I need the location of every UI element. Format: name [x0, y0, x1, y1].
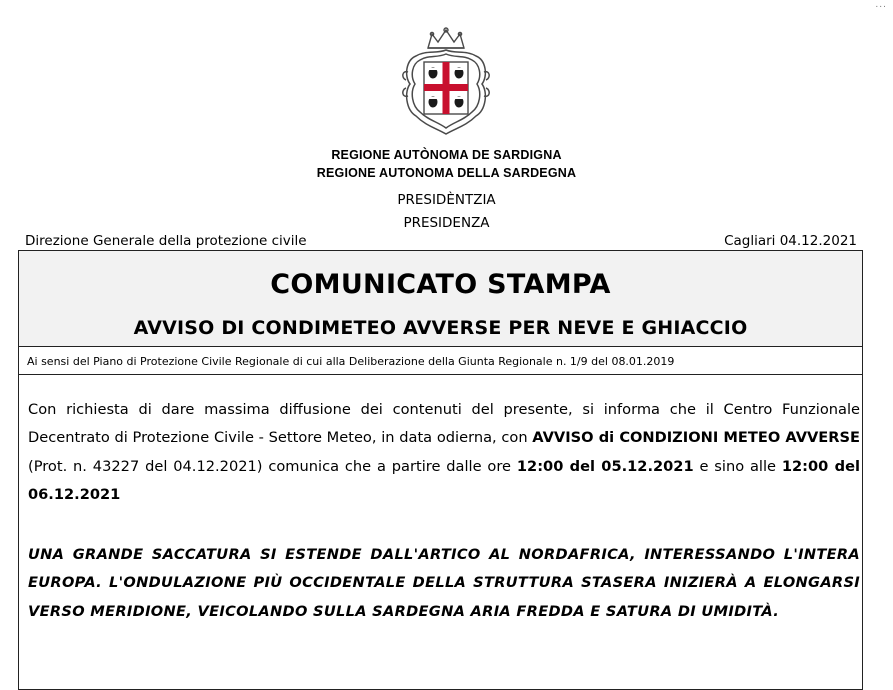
intro-text-3: e sino alle: [693, 457, 782, 475]
presidency-sardinian: PRESIDÈNTZIA: [397, 192, 496, 208]
intro-paragraph: [28, 396, 860, 509]
place-date: Cagliari 04.12.2021: [724, 233, 857, 249]
title-box: [19, 251, 862, 347]
end-time: 12:00 del 06.12.2021: [28, 457, 860, 503]
intro-text-1: Con richiesta di dare massima diffusione dei contenuti del presente, si informa che il Centro Funzionale Decentrato di Protezione Civile - Settore Meteo, in data odierna, con: [28, 401, 860, 447]
press-release-frame: [18, 250, 863, 690]
page-subtitle: AVVISO DI CONDIMETEO AVVERSE PER NEVE E GHIACCIO: [133, 317, 748, 339]
page-title: COMUNICATO STAMPA: [270, 269, 611, 300]
intro-text-2: (Prot. n. 43227 del 04.12.2021) comunica che a partire dalle ore: [28, 457, 517, 475]
alert-name: AVVISO di CONDIZIONI METEO AVVERSE: [532, 429, 860, 447]
region-name-sardinian: REGIONE AUTÒNOMA DE SARDIGNA: [331, 148, 562, 162]
forecast-paragraph: UNA GRANDE SACCATURA SI ESTENDE DALL'ARTICO AL NORDAFRICA, INTERESSANDO L'INTERA EUROPA. L'ONDULAZIONE PIÙ OCCIDENTALE DELLA STRUTTURA STASERA INIZIERÀ A ELONGARSI VERSO MERIDIONE, VEICOLANDO SULLA SARDEGNA ARIA FREDDA E SATURA DI UMIDITÀ.: [28, 546, 860, 620]
legal-note-box: [19, 347, 862, 375]
legal-note: Ai sensi del Piano di Protezione Civile Regionale di cui alla Deliberazione della Giunta Regionale n. 1/9 del 08.01.2019: [27, 355, 675, 368]
corner-mark: ...: [875, 0, 887, 10]
crown-icon: [428, 28, 464, 48]
presidency-italian: PRESIDENZA: [403, 215, 490, 231]
red-cross-horizontal: [424, 84, 468, 91]
sardinia-coat-of-arms-icon: [398, 26, 494, 138]
region-name-italian: REGIONE AUTONOMA DELLA SARDEGNA: [316, 166, 577, 180]
department-name: Direzione Generale della protezione civile: [25, 233, 307, 249]
start-time: 12:00 del 05.12.2021: [516, 457, 694, 475]
